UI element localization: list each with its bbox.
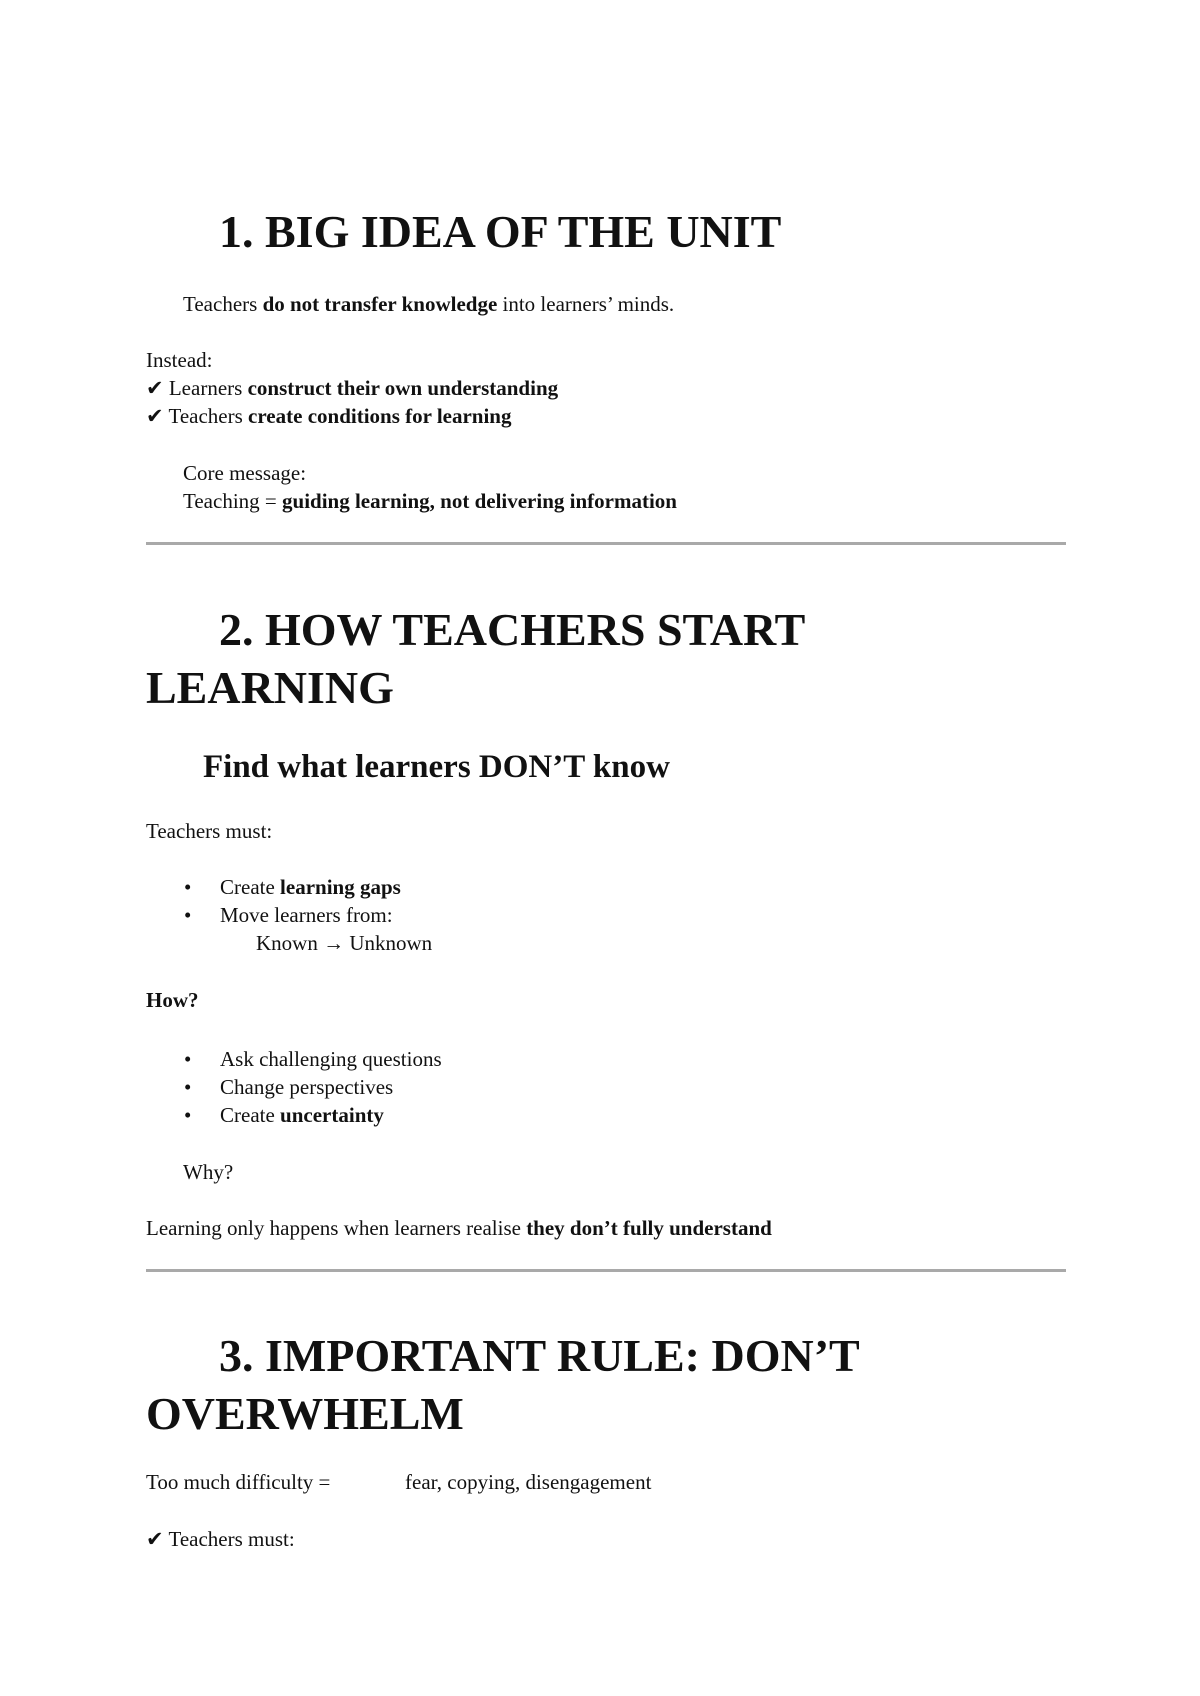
core-message [183, 487, 677, 515]
teachers-must-check [146, 1525, 295, 1553]
bullet-icon: • [184, 903, 192, 927]
core-text: Teaching = [183, 489, 283, 513]
list-item-text: Create [220, 875, 281, 899]
list-item [184, 873, 401, 901]
section-2-subheading: Find what learners DON’T know [203, 749, 670, 785]
why-bold: they don’t fully understand [526, 1216, 772, 1240]
check-item [146, 402, 512, 430]
check-text: Teachers must: [163, 1527, 295, 1551]
section-1-heading: 1. BIG IDEA OF THE UNIT [219, 206, 782, 257]
why-explanation [146, 1214, 772, 1242]
list-item-text: Ask challenging questions [220, 1047, 442, 1071]
bullet-icon: • [184, 1047, 192, 1071]
check-bold: create conditions for learning [248, 404, 512, 428]
bullet-icon: • [184, 875, 192, 899]
list-item [184, 901, 401, 929]
check-item [146, 374, 558, 402]
check-icon: ✔ [146, 1527, 164, 1551]
teachers-must-label: Teachers must: [146, 819, 273, 843]
instead-label: Instead: [146, 348, 213, 372]
check-bold: construct their own understanding [247, 376, 559, 400]
how-list [184, 1045, 442, 1129]
list-item-bold: learning gaps [280, 875, 401, 899]
core-message-label: Core message: [183, 461, 307, 485]
section-2-heading-line-2: LEARNING [146, 662, 394, 713]
section-divider [146, 1269, 1066, 1272]
list-item-text: Change perspectives [220, 1075, 394, 1099]
list-item [184, 1073, 442, 1101]
section-2-heading-line-1: 2. HOW TEACHERS START [219, 604, 806, 655]
list-item-text: Create [220, 1103, 281, 1127]
intro-bold: do not transfer knowledge [262, 292, 498, 316]
bullet-icon: • [184, 1103, 192, 1127]
bullet-icon: • [184, 1075, 192, 1099]
section-divider [146, 542, 1066, 545]
known-to-unknown: Known → Unknown [256, 931, 433, 955]
section-3-heading-line-2: OVERWHELM [146, 1388, 464, 1439]
intro-text-end: into learners’ minds. [497, 292, 675, 316]
learning-gap-list [184, 873, 401, 929]
intro-text: Teachers [183, 292, 263, 316]
check-text: Teachers [163, 404, 249, 428]
difficulty-label: Too much difficulty = [146, 1470, 331, 1494]
list-item-bold: uncertainty [280, 1103, 384, 1127]
section-3-heading-line-1: 3. IMPORTANT RULE: DON’T [219, 1330, 860, 1381]
how-label: How? [146, 988, 199, 1012]
difficulty-value: fear, copying, disengagement [405, 1470, 652, 1494]
core-bold: guiding learning, not delivering information [282, 489, 677, 513]
check-icon: ✔ [146, 404, 164, 428]
list-item [184, 1101, 442, 1129]
section-1-intro [183, 290, 674, 318]
why-text: Learning only happens when learners realise [146, 1216, 527, 1240]
check-icon: ✔ [146, 376, 164, 400]
why-label: Why? [183, 1160, 234, 1184]
list-item [184, 1045, 442, 1073]
list-item-text: Move learners from: [220, 903, 393, 927]
check-text: Learners [163, 376, 248, 400]
